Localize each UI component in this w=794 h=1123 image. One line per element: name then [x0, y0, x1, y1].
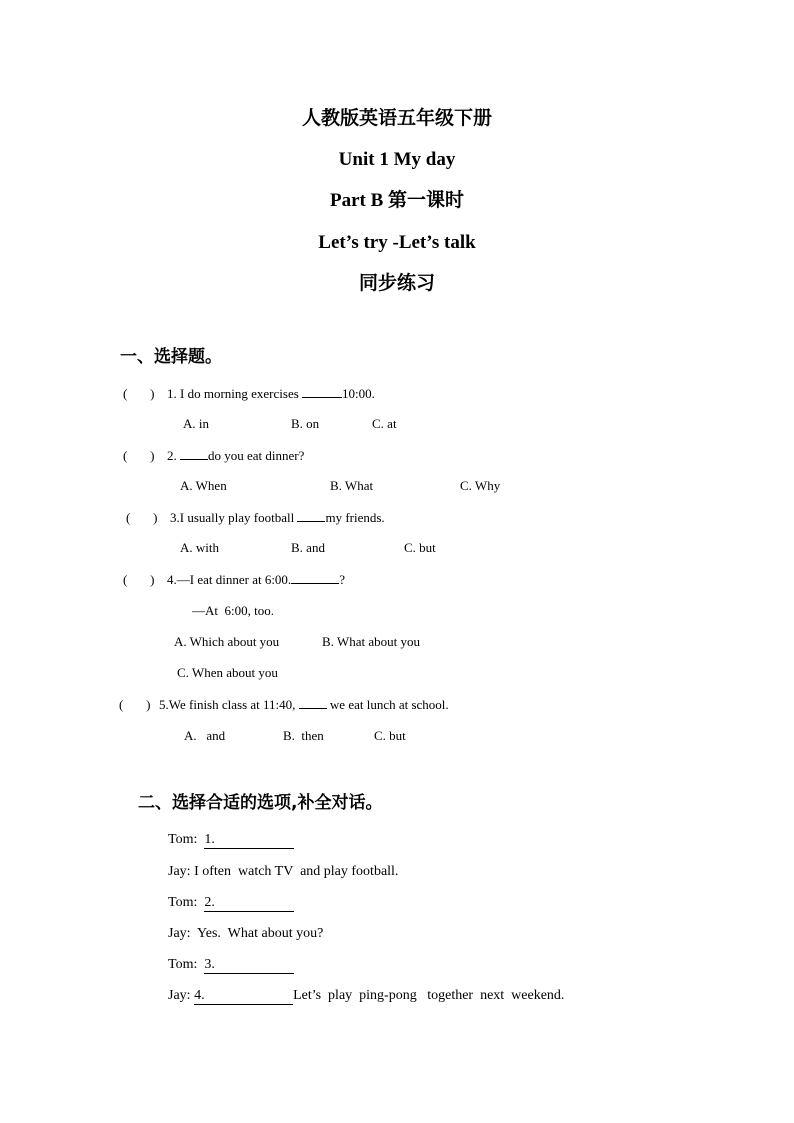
option-c[interactable]: C. at [372, 416, 397, 431]
option-c[interactable]: C. Why [460, 478, 501, 493]
option-a[interactable]: A. in [183, 416, 209, 431]
answer-blank[interactable] [302, 384, 342, 398]
answer-paren[interactable]: ( ) [123, 448, 155, 463]
dialogue-line-5: Tom: 3. [168, 955, 294, 975]
dialogue-blank-1[interactable]: 1. [204, 832, 294, 849]
option-b[interactable]: B. and [291, 540, 325, 555]
answer-blank[interactable] [291, 570, 339, 584]
question-1: ( ) 1. I do morning exercises 10:00. [123, 386, 375, 401]
answer-paren[interactable]: ( ) [123, 386, 155, 401]
option-a[interactable]: A. with [180, 540, 219, 555]
answer-blank[interactable] [297, 508, 325, 522]
lesson-title: Let’s try -Let’s talk [318, 232, 476, 253]
answer-paren[interactable]: ( ) [119, 697, 151, 712]
dialogue-line-2: Jay: I often watch TV and play football. [168, 864, 399, 879]
dialogue-line-1: Tom: 1. [168, 830, 294, 850]
dialogue-blank-4[interactable]: 4. [194, 988, 293, 1005]
answer-blank[interactable] [299, 695, 327, 709]
worksheet-title: 人教版英语五年级下册 [301, 108, 492, 129]
option-c[interactable]: C. When about you [177, 665, 278, 680]
option-a[interactable]: A. When [180, 478, 227, 493]
option-a[interactable]: A. and [184, 728, 226, 743]
question-4: ( ) 4.—I eat dinner at 6:00. ? [123, 572, 345, 587]
practice-title: 同步练习 [358, 273, 435, 294]
option-b[interactable]: B. on [291, 416, 320, 431]
part-title: Part B 第一课时 [329, 190, 465, 211]
dialogue-blank-2[interactable]: 2. [204, 895, 294, 912]
option-a[interactable]: A. Which about you [174, 634, 280, 649]
option-b[interactable]: B. then [283, 728, 324, 743]
unit-title: Unit 1 My day [338, 149, 456, 170]
dialogue-line-4: Jay: Yes. What about you? [168, 926, 324, 941]
question-2: ( ) 2. do you eat dinner? [123, 448, 305, 463]
dialogue-line-6: Jay: 4. Let’s play ping-pong together next weekend. [168, 988, 565, 1003]
answer-paren[interactable]: ( ) [123, 572, 155, 587]
question-3: ( ) 3.I usually play football my friends. [126, 510, 385, 525]
option-c[interactable]: C. but [374, 728, 406, 743]
answer-blank[interactable] [180, 446, 208, 460]
option-b[interactable]: B. What [330, 478, 374, 493]
answer-paren[interactable]: ( ) [126, 510, 158, 525]
section1-heading: 一、选择题。 [120, 347, 222, 367]
option-b[interactable]: B. What about you [322, 634, 420, 649]
dialogue-blank-3[interactable]: 3. [204, 957, 294, 974]
dialogue-line-3: Tom: 2. [168, 893, 294, 913]
question-5: ( ) 5.We finish class at 11:40, we eat lunch at school. [119, 697, 449, 712]
option-c[interactable]: C. but [404, 540, 436, 555]
section2-heading: 二、选择合适的选项,补全对话。 [138, 793, 383, 813]
question-4-response: —At 6:00, too. [192, 603, 274, 618]
